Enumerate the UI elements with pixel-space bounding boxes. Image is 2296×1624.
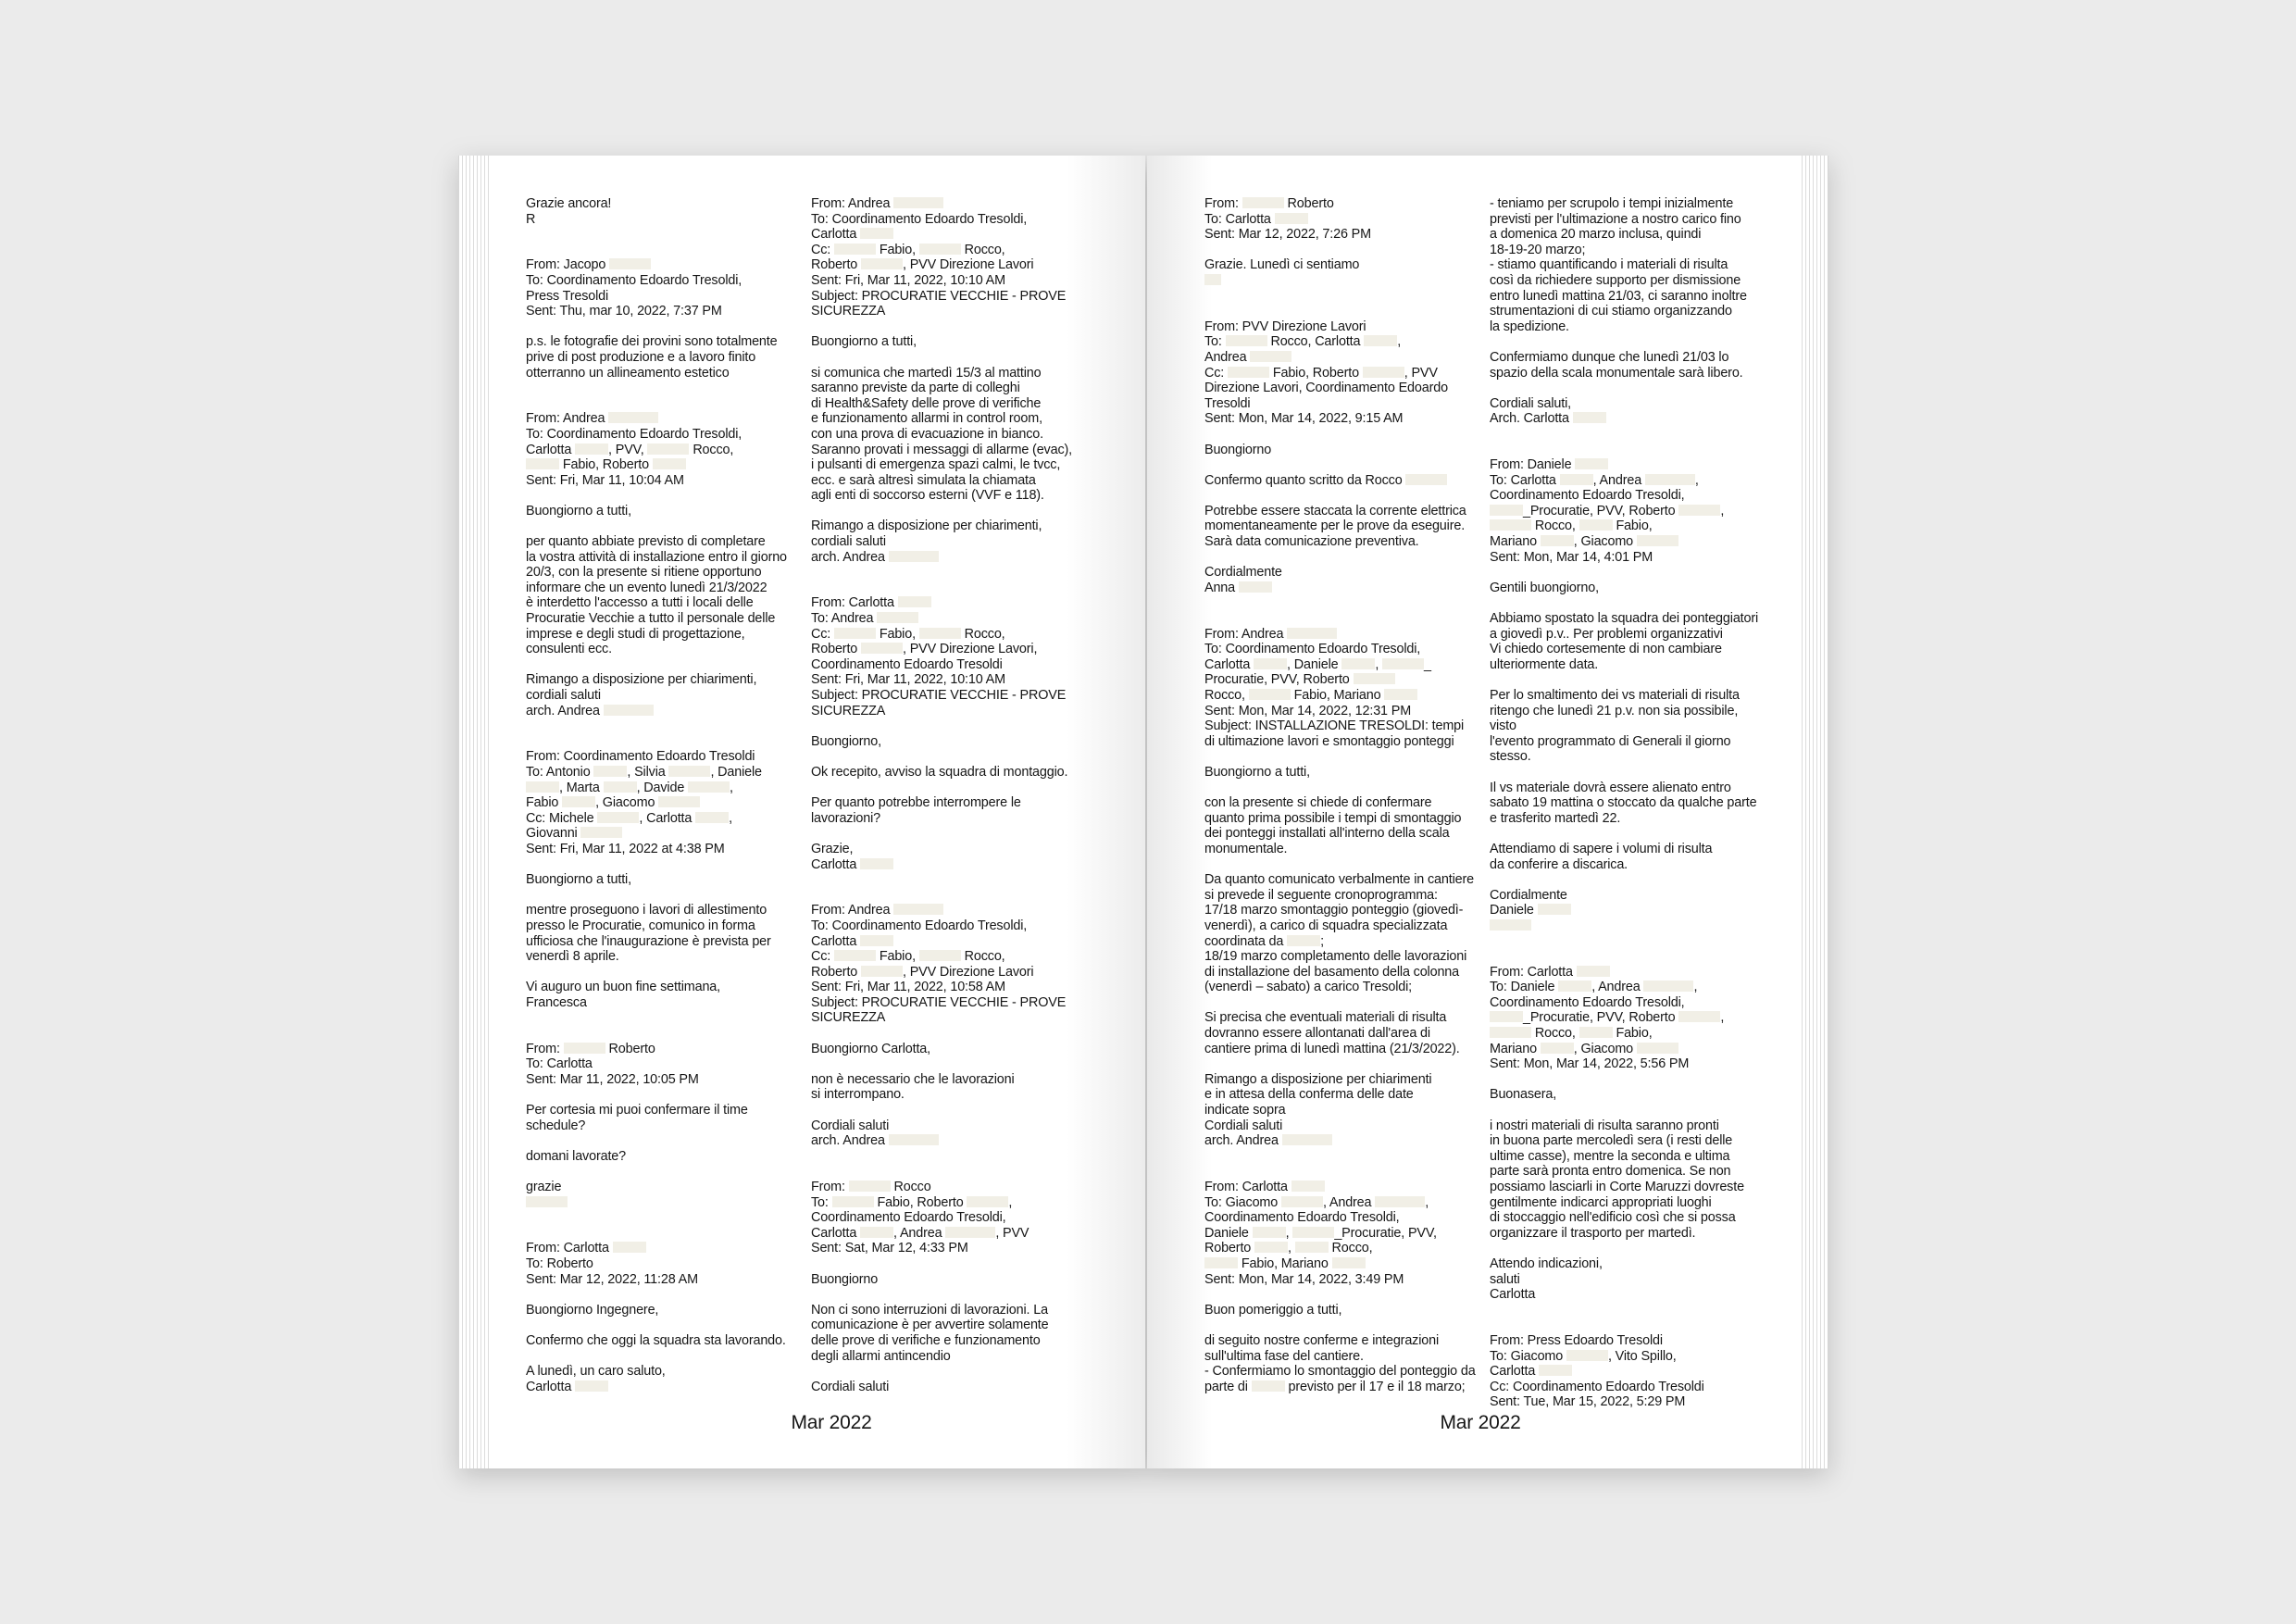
email-column-left-2: From: Andrea To: Coordinamento Edoardo Tresoldi, Carlotta Cc: Fabio, Rocco, Roberto , PVV Direzione Lavori Sent: Fri, Mar 11, 2022, 10:10 AM Subject: PROCURATIE VECCHIE - PROVE SICUREZZA Buongiorno a tutti, si comunica che martedì 15/3 al mattino saranno previste da parte di colleghi di Health&Safety delle prove di verifiche e funzionamento allarmi in control room, con una prova di evacuazione in bianco. Saranno provati i messaggi di allarme (evac), i pulsanti di emergenza spazi calmi, le tvcc, ecc. e sarà altresì simulata la chiamata agli enti di soccorso esterni (VVF e 118). Rimango a disposizione per chiarimenti, cordiali saluti arch. Andrea From: Carlotta To: Andrea Cc: Fabio, Rocco, Roberto , PVV Direzione Lavori, Coordinamento Edoardo Tresoldi Sent: Fri, Mar 11, 2022, 10:10 AM Subject: PROCURATIE VECCHIE - PROVE SICUREZZA Buongiorno, Ok recepito, avviso la squadra di montaggio. Per quanto potrebbe interrompere le lavorazioni? Grazie, Carlotta From: Andrea To: Coordinamento Edoardo Tresoldi, Carlotta Cc: Fabio, Rocco, Roberto , PVV Direzione Lavori Sent: Fri, Mar 11, 2022, 10:58 AM Subject: PROCURATIE VECCHIE - PROVE SICUREZZA Buongiorno Carlotta, non è necessario che le lavorazioni si interrompano. Cordiali saluti arch. Andrea From: Rocco To: Fabio, Roberto , Coordinamento Edoardo Tresoldi, Carlotta , Andrea , PVV Sent: Sat, Mar 12, 4:33 PM Buongiorno Non ci sono interruzioni di lavorazioni. La comunicazione è per avvertire solamente delle prove di verifiche e funzionamento degli allarmi antincendio Cordiali saluti — [811, 196, 1072, 1394]
redaction-mark — [658, 796, 700, 807]
redaction-mark — [1382, 658, 1424, 669]
redaction-mark — [898, 596, 931, 607]
right-page — [1147, 156, 1801, 1468]
redaction-mark — [1538, 904, 1571, 915]
redaction-mark — [1254, 1242, 1288, 1253]
redaction-mark — [1363, 367, 1404, 378]
redaction-mark — [1252, 1380, 1285, 1392]
redaction-mark — [1678, 1011, 1720, 1022]
redaction-mark — [1645, 474, 1695, 485]
redaction-mark — [1354, 673, 1395, 684]
redaction-mark — [1275, 213, 1308, 224]
redaction-mark — [1239, 581, 1272, 593]
redaction-mark — [1643, 981, 1693, 992]
redaction-mark — [834, 244, 876, 255]
redaction-mark — [526, 781, 559, 793]
redaction-mark — [1295, 1242, 1329, 1253]
redaction-mark — [688, 781, 730, 793]
redaction-mark — [1249, 689, 1291, 700]
redaction-mark — [1375, 1196, 1425, 1207]
redaction-mark — [1577, 966, 1610, 977]
redaction-mark — [919, 244, 961, 255]
redaction-mark — [967, 1196, 1008, 1207]
redaction-mark — [860, 228, 893, 239]
redaction-mark — [575, 1380, 608, 1392]
redaction-mark — [1405, 474, 1447, 485]
redaction-mark — [1281, 1196, 1323, 1207]
redaction-mark — [653, 458, 686, 469]
redaction-mark — [834, 950, 876, 961]
redaction-mark — [889, 1134, 939, 1145]
email-column-right-1: From: Roberto To: Carlotta Sent: Mar 12, 2022, 7:26 PM Grazie. Lunedì ci sentiamo From: PVV Direzione Lavori To: Rocco, Carlotta , Andrea Cc: Fabio, Roberto , PVV Direzione Lavori, Coordinamento Edoardo Tresoldi Sent: Mon, Mar 14, 2022, 9:15 AM Buongiorno Confermo quanto scritto da Rocco Potrebbe essere staccata la corrente elettrica momentaneamente per le prove da eseguire. Sarà data comunicazione preventiva. Cordialmente Anna From: Andrea To: Coordinamento Edoardo Tresoldi, Carlotta , Daniele , _ Procuratie, PVV, Roberto Rocco, Fabio, Mariano Sent: Mon, Mar 14, 2022, 12:31 PM Subject: INSTALLAZIONE TRESOLDI: tempi di ultimazione lavori e smontaggio ponteggi Buongiorno a tutti, con la presente si chiede di confermare quanto prima possibile i tempi di smontaggio dei ponteggi installati all'interno della scala monumentale. Da quanto comunicato verbalmente in cantiere si prevede il seguente cronoprogramma: 17/18 marzo smontaggio ponteggio (giovedì- venerdì), a carico di squadra specializzata coordinata da ; 18/19 marzo completamento delle lavorazioni di installazione del basamento della colonna (venerdì – sabato) a carico Tresoldi; Si precisa che eventuali materiali di risulta dovranno essere allontanati dall'area di cantiere prima di lunedì mattina (21/3/2022). Rimango a disposizione per chiarimenti e in attesa della conferma delle date indicate sopra Cordiali saluti arch. Andrea From: Carlotta To: Giacomo , Andrea , Coordinamento Edoardo Tresoldi, Daniele , _Procuratie, PVV, Roberto , Rocco, Fabio, Mariano Sent: Mon, Mar 14, 2022, 3:49 PM Buon pomeriggio a tutti, di seguito nostre conferme e integrazioni sull'ultima fase del cantiere. - Confermiamo lo smontaggio del ponteggio da parte di previsto per il 17 e il 18 marzo; — [1204, 196, 1476, 1394]
redaction-mark — [604, 705, 654, 716]
redaction-mark — [849, 1181, 891, 1192]
redaction-mark — [1332, 1257, 1366, 1268]
redaction-mark — [1292, 1227, 1334, 1238]
redaction-mark — [695, 812, 729, 823]
page-footer-left: Mar 2022 — [791, 1412, 872, 1433]
redaction-mark — [860, 1227, 893, 1238]
redaction-mark — [861, 966, 903, 977]
redaction-mark — [593, 766, 627, 777]
redaction-mark — [1637, 535, 1678, 546]
open-book — [458, 156, 1828, 1468]
redaction-mark — [1579, 1027, 1613, 1038]
redaction-mark — [877, 612, 918, 623]
redaction-mark — [1254, 658, 1287, 669]
redaction-mark — [832, 1196, 874, 1207]
redaction-mark — [893, 197, 943, 208]
redaction-mark — [893, 904, 943, 915]
page-footer-right: Mar 2022 — [1440, 1412, 1521, 1433]
redaction-mark — [647, 443, 689, 455]
redaction-mark — [613, 1242, 646, 1253]
redaction-mark — [1242, 197, 1284, 208]
redaction-mark — [945, 1227, 995, 1238]
redaction-mark — [604, 781, 637, 793]
redaction-mark — [860, 858, 893, 869]
redaction-mark — [562, 796, 595, 807]
redaction-mark — [1541, 1043, 1574, 1054]
redaction-mark — [1490, 919, 1531, 931]
redaction-mark — [1637, 1043, 1678, 1054]
redaction-mark — [1579, 519, 1613, 531]
left-page — [492, 156, 1145, 1468]
redaction-mark — [919, 628, 961, 639]
redaction-mark — [526, 458, 559, 469]
redaction-mark — [608, 412, 658, 423]
redaction-mark — [1253, 1227, 1286, 1238]
redaction-mark — [668, 766, 710, 777]
redaction-mark — [564, 1043, 605, 1054]
redaction-mark — [1228, 367, 1269, 378]
redaction-mark — [834, 628, 876, 639]
redaction-mark — [1341, 658, 1375, 669]
redaction-mark — [1678, 505, 1720, 516]
redaction-mark — [860, 935, 893, 946]
redaction-mark — [1573, 412, 1606, 423]
redaction-mark — [1204, 274, 1221, 285]
email-column-left-1: Grazie ancora! R From: Jacopo To: Coordinamento Edoardo Tresoldi, Press Tresoldi Sent: Thu, mar 10, 2022, 7:37 PM p.s. le fotografie dei provini sono totalmente prive di post produzione e a lavoro finito otterranno un allineamento estetico From: Andrea To: Coordinamento Edoardo Tresoldi, Carlotta , PVV, Rocco, Fabio, Roberto Sent: Fri, Mar 11, 10:04 AM Buongiorno a tutti, per quanto abbiate previsto di completare la vostra attività di installazione entro il giorno 20/3, con la presente si ritiene opportuno informare che un evento lunedì 21/3/2022 è interdetto l'accesso a tutti i locali delle Procuratie Vecchie a tutto il personale delle imprese e degli studi di progettazione, consulenti ecc. Rimango a disposizione per chiarimenti, cordiali saluti arch. Andrea From: Coordinamento Edoardo Tresoldi To: Antonio , Silvia , Daniele , Marta , Davide , Fabio , Giacomo Cc: Michele , Carlotta , Giovanni Sent: Fri, Mar 11, 2022 at 4:38 PM Buongiorno a tutti, mentre proseguono i lavori di allestimento presso le Procuratie, comunico in forma ufficiosa che l'inaugurazione è prevista per venerdì 8 aprile. Vi auguro un buon fine settimana, Francesca From: Roberto To: Carlotta Sent: Mar 11, 2022, 10:05 PM Per cortesia mi puoi confermare il time schedule? domani lavorate? grazie From: Carlotta To: Roberto Sent: Mar 12, 2022, 11:28 AM Buongiorno Ingegnere, Confermo che oggi la squadra sta lavorando. A lunedì, un caro saluto, Carlotta — [526, 196, 787, 1394]
redaction-mark — [1292, 1181, 1325, 1192]
redaction-mark — [1226, 335, 1267, 346]
redaction-mark — [1560, 474, 1593, 485]
redaction-mark — [580, 827, 622, 838]
redaction-mark — [1490, 505, 1523, 516]
redaction-mark — [1490, 1027, 1531, 1038]
redaction-mark — [1384, 689, 1417, 700]
redaction-mark — [609, 258, 651, 269]
redaction-mark — [597, 812, 639, 823]
redaction-mark — [1558, 981, 1591, 992]
redaction-mark — [889, 551, 939, 562]
redaction-mark — [526, 1196, 568, 1207]
redaction-mark — [1250, 351, 1292, 362]
redaction-mark — [575, 443, 608, 455]
redaction-mark — [1539, 1365, 1572, 1376]
redaction-mark — [1490, 1011, 1523, 1022]
redaction-mark — [1287, 628, 1337, 639]
redaction-mark — [1490, 519, 1531, 531]
redaction-mark — [861, 258, 903, 269]
redaction-mark — [1566, 1350, 1608, 1361]
redaction-mark — [1204, 1257, 1238, 1268]
redaction-mark — [1282, 1134, 1332, 1145]
redaction-mark — [861, 643, 903, 654]
redaction-mark — [919, 950, 961, 961]
page-edges-left — [458, 156, 496, 1468]
email-column-right-2: - teniamo per scrupolo i tempi inizialmente previsti per l'ultimazione a nostro carico fino a domenica 20 marzo inclusa, quindi 18-19-20 marzo; - stiamo quantificando i materiali di risulta così da richiedere supporto per dismissione entro lunedì mattina 21/03, ci saranno inoltre strumentazioni di cui stiamo organizzando la spedizione. Confermiamo dunque che lunedì 21/03 lo spazio della scala monumentale sarà libero. Cordiali saluti, Arch. Carlotta From: Daniele To: Carlotta , Andrea , Coordinamento Edoardo Tresoldi, _Procuratie, PVV, Roberto , Rocco, Fabio, Mariano , Giacomo Sent: Mon, Mar 14, 4:01 PM Gentili buongiorno, Abbiamo spostato la squadra dei ponteggiatori a giovedì p.v.. Per problemi organizzativi Vi chiedo cortesemente di non cambiare ulteriormente data. Per lo smaltimento dei vs materiali di risulta ritengo che lunedì 21 p.v. non sia possibile, visto l'evento programmato di Generali il giorno stesso. Il vs materiale dovrà essere alienato entro sabato 19 mattina o stoccato da qualche parte e trasferito martedì 22. Attendiamo di sapere i volumi di risulta da conferire a discarica. Cordialmente Daniele From: Carlotta To: Daniele , Andrea , Coordinamento Edoardo Tresoldi, _Procuratie, PVV, Roberto , Rocco, Fabio, Mariano , Giacomo Sent: Mon, Mar 14, 2022, 5:56 PM Buonasera, i nostri materiali di risulta saranno pronti in buona parte mercoledì sera (i resti delle ultime casse), mentre la seconda e ultima parte sarà pronta entro domenica. Se non possiamo lasciarli in Corte Maruzzi dovreste gentilmente indicarci appropriati luoghi di stoccaggio nell'edificio così che si possa organizzare il trasporto per martedì. Attendo indicazioni, saluti Carlotta From: Press Edoardo Tresoldi To: Giacomo , Vito Spillo, Carlotta Cc: Coordinamento Edoardo Tresoldi Sent: Tue, Mar 15, 2022, 5:29 PM — [1490, 196, 1759, 1410]
redaction-mark — [1541, 535, 1574, 546]
redaction-mark — [1364, 335, 1397, 346]
redaction-mark — [1287, 935, 1320, 946]
redaction-mark — [1575, 458, 1608, 469]
